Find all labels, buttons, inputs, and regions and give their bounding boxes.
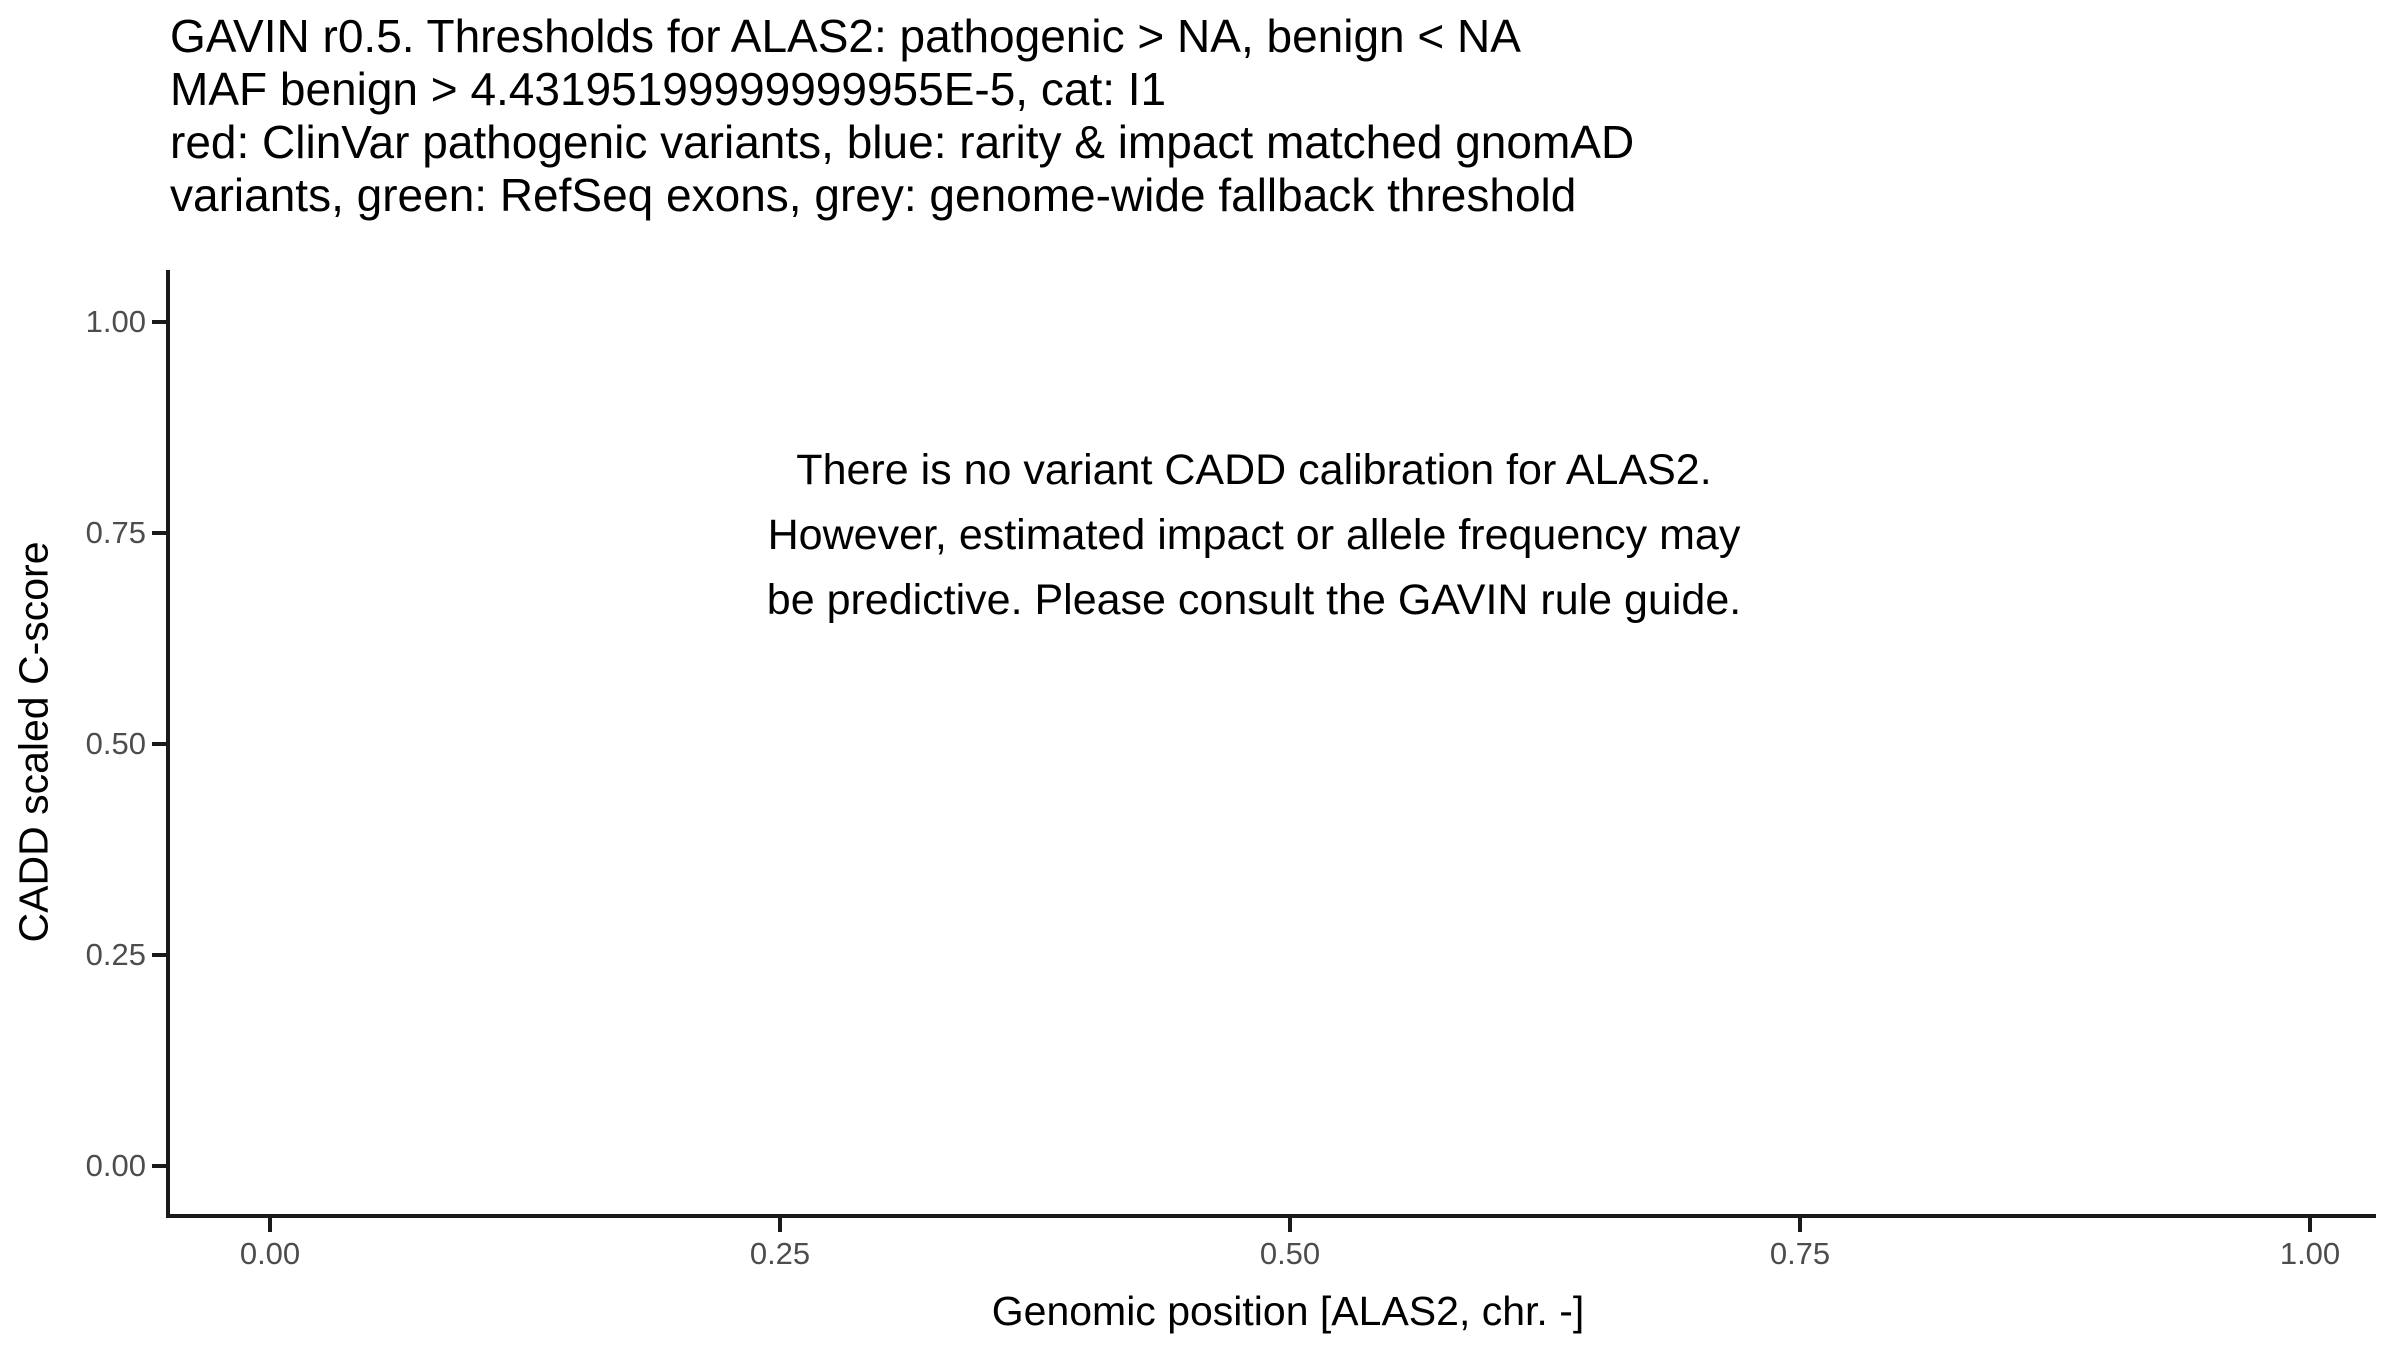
y-axis-title: CADD scaled C-score [10,541,57,943]
plot-title [170,10,1634,222]
plot-title-line-3: red: ClinVar pathogenic variants, blue: rarity & impact matched gnomAD [170,116,1635,168]
annotation-line-1: There is no variant CADD calibration for ALAS2. [796,446,1712,494]
y-axis-tick-label: 0.50 [85,726,146,761]
y-axis-tick [152,953,166,957]
plot-title-line-2: MAF benign > 4.43195199999999955E-5, cat: I1 [170,63,1167,115]
y-axis-tick-label: 0.75 [85,515,146,550]
plot-title-line-1: GAVIN r0.5. Thresholds for ALAS2: pathogenic > NA, benign < NA [170,10,1521,62]
x-axis-tick-label: 1.00 [2279,1236,2341,1271]
x-axis-title: Genomic position [ALAS2, chr. -] [991,1288,1585,1334]
annotation-line-2: However, estimated impact or allele frequency may [767,511,1741,559]
x-axis-tick-label: 0.25 [749,1236,811,1271]
x-axis-tick [2308,1218,2312,1232]
x-axis-tick-label: 0.50 [1259,1236,1321,1271]
y-axis-tick-label: 0.25 [85,937,146,972]
plot-panel [166,270,2376,1218]
x-axis-tick [1288,1218,1292,1232]
x-axis-tick [778,1218,782,1232]
plot-title-line-4: variants, green: RefSeq exons, grey: genome-wide fallback threshold [170,169,1577,221]
y-axis-tick-label: 0.00 [85,1148,146,1183]
y-axis-tick-label: 1.00 [85,304,146,339]
x-axis-tick-label: 0.00 [239,1236,301,1271]
y-axis-tick [152,531,166,535]
x-axis-tick [1798,1218,1802,1232]
annotation-line-3: be predictive. Please consult the GAVIN rule guide. [766,576,1742,624]
y-axis-tick [152,1164,166,1168]
y-axis-tick [152,320,166,324]
x-axis-tick [268,1218,272,1232]
no-calibration-annotation [767,438,1741,633]
y-axis-tick [152,742,166,746]
x-axis-tick-label: 0.75 [1769,1236,1831,1271]
